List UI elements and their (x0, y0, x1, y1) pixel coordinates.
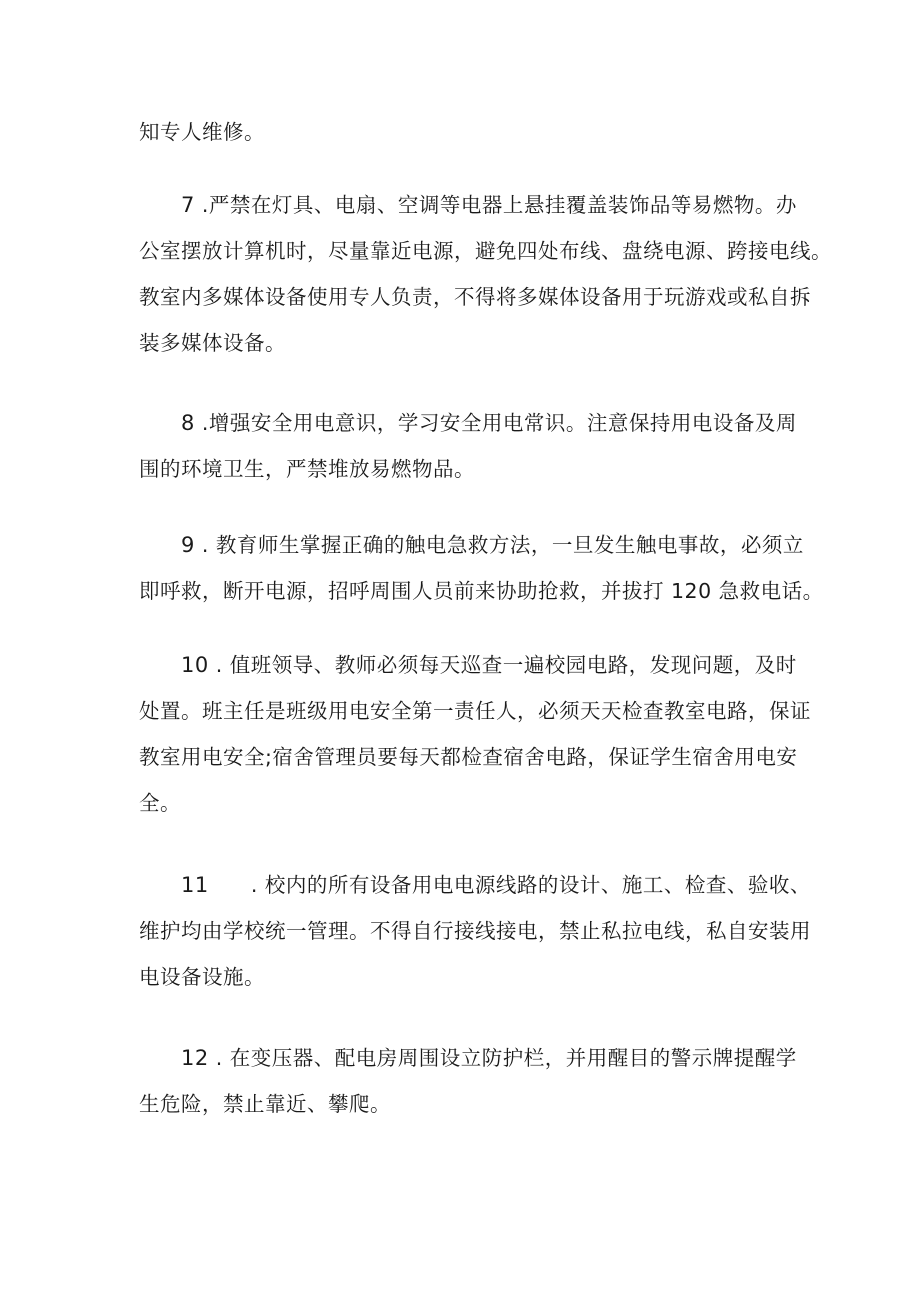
line-text: .增强安全用电意识，学习安全用电常识。注意保持用电设备及周 (194, 411, 797, 435)
paragraph-line: 知专人维修。 (139, 120, 265, 144)
item-number: 10 (181, 653, 209, 677)
paragraph-line: 全。 (139, 791, 181, 815)
line-text: . 值班领导、教师必须每天巡查一遍校园电路，发现问题，及时 (208, 653, 797, 677)
paragraph-line: 即呼救，断开电源，招呼周围人员前来协助抢救，并拔打 120 急救电话。 (139, 579, 824, 603)
paragraph-12 (139, 1035, 797, 1127)
paragraph-line (139, 400, 797, 446)
paragraph-7 (139, 182, 832, 366)
paragraph-8 (139, 400, 797, 492)
line-text: . 校内的所有设备用电电源线路的设计、施工、检查、验收、 (208, 873, 811, 897)
item-number: 11 (181, 873, 209, 897)
paragraph-line (139, 862, 811, 908)
paragraph-line (139, 642, 797, 688)
paragraph-11 (139, 862, 811, 1000)
paragraph-line: 电设备设施。 (139, 965, 265, 989)
paragraph-line: 处置。班主任是班级用电安全第一责任人，必须天天检查教室电路，保证 (139, 699, 811, 723)
item-number: 9 (181, 533, 195, 557)
paragraph-10 (139, 642, 811, 826)
item-number: 12 (181, 1046, 209, 1070)
paragraph-line (139, 522, 804, 568)
line-text: . 教育师生掌握正确的触电急救方法，一旦发生触电事故，必须立 (194, 533, 804, 557)
line-text: . 在变压器、配电房周围设立防护栏，并用醒目的警示牌提醒学 (208, 1046, 797, 1070)
paragraph-line (139, 1035, 797, 1081)
paragraph-line: 围的环境卫生，严禁堆放易燃物品。 (139, 457, 475, 481)
paragraph-9 (139, 522, 824, 614)
paragraph-line: 公室摆放计算机时，尽量靠近电源，避免四处布线、盘绕电源、跨接电线。 (139, 239, 832, 263)
line-text: .严禁在灯具、电扇、空调等电器上悬挂覆盖装饰品等易燃物。办 (194, 193, 797, 217)
paragraph-line: 装多媒体设备。 (139, 331, 286, 355)
item-number: 7 (181, 193, 195, 217)
item-number: 8 (181, 411, 195, 435)
paragraph-6-tail (139, 109, 789, 155)
paragraph-line: 教室用电安全;宿舍管理员要每天都检查宿舍电路，保证学生宿舍用电安 (139, 745, 798, 769)
paragraph-line: 教室内多媒体设备使用专人负责，不得将多媒体设备用于玩游戏或私自拆 (139, 285, 811, 309)
paragraph-line: 维护均由学校统一管理。不得自行接线接电，禁止私拉电线，私自安装用 (139, 919, 811, 943)
paragraph-line: 生危险，禁止靠近、攀爬。 (139, 1092, 391, 1116)
paragraph-line (139, 182, 797, 228)
